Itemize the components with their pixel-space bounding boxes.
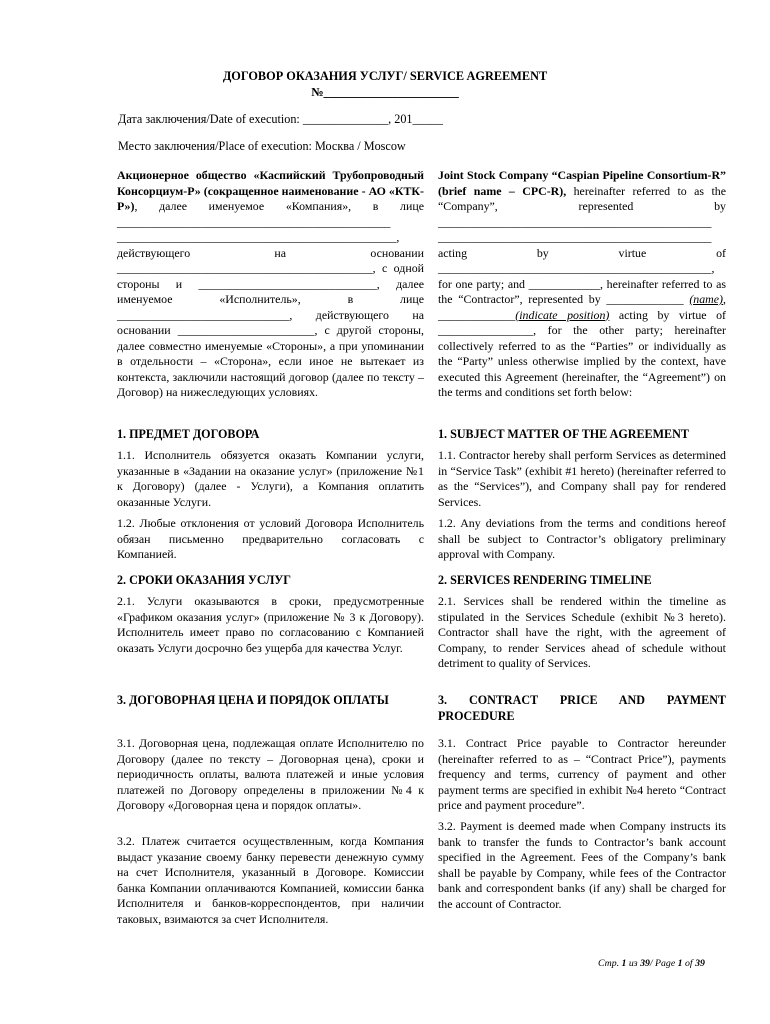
section-2-heading-en: 2. SERVICES RENDERING TIMELINE	[438, 573, 652, 587]
footer-label-ru: Стр.	[598, 958, 622, 969]
preamble-ru	[117, 168, 424, 401]
footer-total-ru: 39	[640, 958, 650, 969]
preamble-en	[438, 168, 726, 401]
position-placeholder: (indicate position)	[515, 307, 610, 322]
execution-place: Место заключения/Place of execution: Москва / Moscow	[118, 139, 406, 153]
clause-2-1-en: 2.1. Services shall be rendered within the timeline as stipulated in the Services Schedule (exhibit №3 hereto). Contractor shall have the right, with the agreement of Company, to render Services ahead of schedule without detriment to quality of Services.	[438, 594, 726, 670]
clause-1-2-ru: 1.2. Любые отклонения от условий Договора Исполнитель обязан письменно предварительно согласовать с Компанией.	[117, 516, 424, 561]
preamble-en-text-1: hereinafter referred to as the “Company”, represented by ______________________________________________ ______________________________________________ acting by virtue of ______________________________________________, for one party; and ____________, hereinafter referred to as the “Contractor”, represented by _____________	[438, 183, 726, 306]
footer-page-number-ru: 1	[621, 958, 627, 969]
footer-page-number-en: 1	[677, 958, 683, 969]
clause-3-1-en: 3.1. Contract Price payable to Contractor hereunder (hereinafter referred to as – “Contract Price”), payments frequency and terms, currency of payment and other payment terms are specified in exhibit №4 hereto “Contract price and payment procedure”.	[438, 736, 726, 812]
section-3-heading-en: 3. CONTRACT PRICE AND PAYMENT PROCEDURE	[438, 693, 726, 723]
clause-1-1-ru: 1.1. Исполнитель обязуется оказать Компании услуги, указанные в «Задании на оказание услуг» (приложение №1 к Договору) (далее - Услуги), а Компания оплатить оказанные Услуги.	[117, 448, 424, 509]
footer-of-en: of	[682, 958, 696, 969]
footer-separator: / Page	[649, 958, 678, 969]
clause-1-1-en: 1.1. Contractor hereby shall perform Services as determined in “Service Task” (exhibit #1 hereto) (hereinafter referred to as the “Services”), and Company shall pay for rendered Services.	[438, 448, 726, 509]
page-footer	[598, 958, 705, 969]
section-2-heading-ru: 2. СРОКИ ОКАЗАНИЯ УСЛУГ	[117, 573, 291, 587]
clause-2-1-ru: 2.1. Услуги оказываются в сроки, предусмотренные «Графиком оказания услуг» (приложение № 3 к Договору). Исполнитель имеет право по согласованию с Компанией оказать Услуги досрочно без ущерба для качества Услуг.	[117, 594, 424, 655]
clause-1-2-en: 1.2. Any deviations from the terms and conditions hereof shall be subject to Contractor’s obligatory preliminary approval with Company.	[438, 516, 726, 561]
clause-3-1-ru: 3.1. Договорная цена, подлежащая оплате Исполнителю по Договору (далее по тексту – Договорная цена), сроки и периодичность оплаты, валюта платежей и иные условия платежей по Договору определены в приложении №4 к Договору «Договорная цена и порядок оплаты».	[117, 736, 424, 812]
company-name-ru: Акционерное общество «Каспийский Трубопроводный Консорциум-Р» (сокращенное наименование - АО «КТК-Р»)	[117, 168, 424, 213]
clause-3-2-en: 3.2. Payment is deemed made when Company instructs its bank to transfer the funds to Contractor’s bank account specified in the Agreement. Fees of the Company’s bank shall be payable by Company, while fees of the Contractor bank and correspondent banks (if any) shall be charged for the account of Contractor.	[438, 819, 726, 911]
company-name-en: Joint Stock Company “Caspian Pipeline Consortium-R” (brief name – CPC-R),	[438, 168, 726, 198]
section-1-heading-ru: 1. ПРЕДМЕТ ДОГОВОРА	[117, 427, 260, 441]
footer-of-ru: из	[626, 958, 641, 969]
document-title: ДОГОВОР ОКАЗАНИЯ УСЛУГ/ SERVICE AGREEMENT	[222, 69, 548, 83]
section-1-heading-en: 1. SUBJECT MATTER OF THE AGREEMENT	[438, 427, 689, 441]
preamble-en-text-2: , _____________	[438, 292, 726, 322]
section-3-heading-ru: 3. ДОГОВОРНАЯ ЦЕНА И ПОРЯДОК ОПЛАТЫ	[117, 693, 389, 707]
execution-date: Дата заключения/Date of execution: ______________, 201_____	[118, 112, 443, 126]
agreement-number: №______________________	[311, 85, 459, 99]
clause-3-2-ru: 3.2. Платеж считается осуществленным, когда Компания выдаст указание своему банку перевести денежную сумму на счет Исполнителя, указанный в Договоре. Комиссии банка Компании оплачиваются Компанией, комиссии банка Исполнителя и банков-корреспондентов, при наличии таковых, взимаются за счет Исполнителя.	[117, 834, 424, 926]
name-placeholder: (name)	[689, 292, 724, 306]
footer-total-en: 39	[695, 958, 705, 969]
preamble-en-text-3: acting by virtue of ________________, for the other party; hereinafter collectively referred to as the “Parties” or individually as the “Party” unless otherwise implied by the context, have executed this Agreement (hereinafter, the “Agreement”) on the terms and conditions set forth below:	[438, 307, 726, 399]
preamble-ru-text: , далее именуемое «Компания», в лице ______________________________________________ _______________________________________________, действующего на основании ___________________________________________, с одной стороны и ______________________________, далее именуемое «Исполнитель», в лице _____________________________, действующего на основании _______________________, с другой стороны, далее совместно именуемые «Стороны», а при упоминании в отдельности – «Сторона», если иное не вытекает из контекста, заключили настоящий договор (далее по тексту – Договор) на нижеследующих условиях.	[117, 199, 424, 399]
